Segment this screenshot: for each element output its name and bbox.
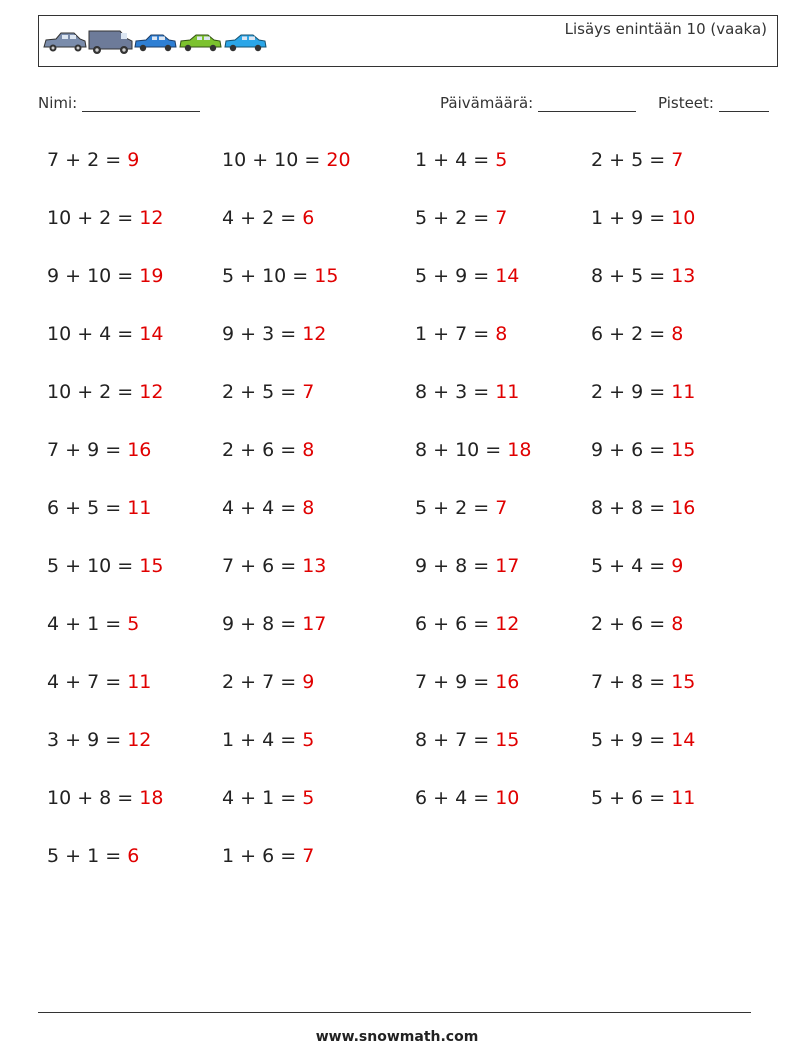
problem-answer: 20 bbox=[326, 149, 351, 171]
problem-question: 5 + 10 = bbox=[222, 265, 315, 287]
problem-question: 5 + 6 = bbox=[591, 787, 672, 809]
problem-question: 1 + 7 = bbox=[415, 323, 496, 345]
problem-item bbox=[415, 264, 519, 288]
problem-answer: 16 bbox=[127, 439, 152, 461]
problem-answer: 13 bbox=[302, 555, 327, 577]
problem-answer: 16 bbox=[495, 671, 520, 693]
problem-item bbox=[222, 148, 351, 172]
problem-item bbox=[47, 612, 139, 636]
problem-item bbox=[415, 554, 519, 578]
problem-item bbox=[222, 206, 314, 230]
problem-question: 7 + 8 = bbox=[591, 671, 672, 693]
name-blank[interactable] bbox=[82, 95, 200, 112]
problem-answer: 14 bbox=[671, 729, 696, 751]
problem-question: 8 + 3 = bbox=[415, 381, 496, 403]
problem-answer: 8 bbox=[671, 323, 684, 345]
problem-question: 10 + 4 = bbox=[47, 323, 140, 345]
problem-item bbox=[415, 380, 519, 404]
problem-question: 10 + 8 = bbox=[47, 787, 140, 809]
problem-answer: 12 bbox=[495, 613, 520, 635]
problem-item bbox=[415, 148, 507, 172]
problem-answer: 15 bbox=[314, 265, 339, 287]
problem-answer: 11 bbox=[127, 671, 152, 693]
problem-question: 6 + 6 = bbox=[415, 613, 496, 635]
problem-question: 7 + 9 = bbox=[415, 671, 496, 693]
problem-answer: 11 bbox=[127, 497, 152, 519]
problem-item bbox=[591, 554, 683, 578]
problem-question: 3 + 9 = bbox=[47, 729, 128, 751]
problem-item bbox=[591, 728, 695, 752]
problem-question: 9 + 8 = bbox=[415, 555, 496, 577]
problem-answer: 9 bbox=[127, 149, 140, 171]
problem-item bbox=[591, 380, 695, 404]
problem-answer: 12 bbox=[139, 207, 164, 229]
problem-question: 1 + 6 = bbox=[222, 845, 303, 867]
problem-answer: 17 bbox=[495, 555, 520, 577]
problem-item bbox=[591, 206, 695, 230]
problem-answer: 17 bbox=[302, 613, 327, 635]
problem-answer: 8 bbox=[671, 613, 684, 635]
problem-question: 4 + 7 = bbox=[47, 671, 128, 693]
problem-answer: 9 bbox=[302, 671, 315, 693]
date-blank[interactable] bbox=[538, 95, 636, 112]
problem-item bbox=[47, 496, 151, 520]
footer-divider bbox=[38, 1012, 751, 1013]
problem-item bbox=[591, 496, 695, 520]
problem-answer: 8 bbox=[302, 497, 315, 519]
problem-item bbox=[415, 496, 507, 520]
van-icon bbox=[89, 31, 132, 54]
problem-item bbox=[222, 438, 314, 462]
score-blank[interactable] bbox=[719, 95, 769, 112]
problem-item bbox=[222, 670, 314, 694]
problem-answer: 15 bbox=[671, 671, 696, 693]
score-field bbox=[658, 94, 769, 112]
problem-question: 10 + 10 = bbox=[222, 149, 327, 171]
problem-question: 6 + 2 = bbox=[591, 323, 672, 345]
name-label: Nimi: bbox=[38, 94, 78, 112]
problem-question: 5 + 1 = bbox=[47, 845, 128, 867]
problem-question: 1 + 4 = bbox=[222, 729, 303, 751]
problem-question: 7 + 9 = bbox=[47, 439, 128, 461]
problem-answer: 18 bbox=[139, 787, 164, 809]
problem-question: 1 + 4 = bbox=[415, 149, 496, 171]
problem-answer: 8 bbox=[495, 323, 508, 345]
problem-item bbox=[415, 322, 507, 346]
problem-item bbox=[591, 322, 683, 346]
vehicle-strip bbox=[42, 27, 272, 55]
problem-answer: 8 bbox=[302, 439, 315, 461]
problem-question: 4 + 4 = bbox=[222, 497, 303, 519]
problem-item bbox=[222, 728, 314, 752]
problem-item bbox=[47, 786, 163, 810]
problem-item bbox=[591, 612, 683, 636]
problem-question: 6 + 5 = bbox=[47, 497, 128, 519]
name-field bbox=[38, 94, 200, 112]
problem-question: 9 + 10 = bbox=[47, 265, 140, 287]
problem-question: 2 + 9 = bbox=[591, 381, 672, 403]
problem-item bbox=[591, 264, 695, 288]
problem-question: 9 + 6 = bbox=[591, 439, 672, 461]
problem-item bbox=[415, 438, 531, 462]
problem-item bbox=[415, 786, 519, 810]
problem-item bbox=[222, 612, 326, 636]
problem-question: 4 + 2 = bbox=[222, 207, 303, 229]
problem-item bbox=[591, 670, 695, 694]
problem-answer: 11 bbox=[671, 381, 696, 403]
problem-item bbox=[591, 786, 695, 810]
problem-question: 6 + 4 = bbox=[415, 787, 496, 809]
problem-question: 4 + 1 = bbox=[222, 787, 303, 809]
problem-question: 4 + 1 = bbox=[47, 613, 128, 635]
problem-question: 5 + 2 = bbox=[415, 207, 496, 229]
problem-answer: 16 bbox=[671, 497, 696, 519]
problem-question: 9 + 8 = bbox=[222, 613, 303, 635]
problem-item bbox=[222, 554, 326, 578]
car-icon bbox=[135, 35, 176, 51]
problem-answer: 9 bbox=[671, 555, 684, 577]
problem-question: 2 + 7 = bbox=[222, 671, 303, 693]
score-label: Pisteet: bbox=[658, 94, 714, 112]
problem-question: 5 + 4 = bbox=[591, 555, 672, 577]
problem-answer: 15 bbox=[495, 729, 520, 751]
problem-question: 2 + 6 = bbox=[222, 439, 303, 461]
problem-item bbox=[222, 786, 314, 810]
problem-answer: 12 bbox=[139, 381, 164, 403]
problem-item bbox=[47, 844, 139, 868]
problem-question: 10 + 2 = bbox=[47, 381, 140, 403]
problem-answer: 7 bbox=[671, 149, 684, 171]
problem-question: 7 + 2 = bbox=[47, 149, 128, 171]
problem-question: 8 + 5 = bbox=[591, 265, 672, 287]
problem-answer: 7 bbox=[495, 207, 508, 229]
problem-answer: 15 bbox=[139, 555, 164, 577]
car-icon bbox=[44, 33, 86, 52]
problem-answer: 5 bbox=[495, 149, 508, 171]
problem-answer: 18 bbox=[507, 439, 532, 461]
problem-item bbox=[415, 728, 519, 752]
car-icon bbox=[225, 35, 266, 51]
problem-answer: 11 bbox=[495, 381, 520, 403]
date-label: Päivämäärä: bbox=[440, 94, 534, 112]
problem-answer: 14 bbox=[139, 323, 164, 345]
problem-question: 8 + 7 = bbox=[415, 729, 496, 751]
problem-question: 8 + 8 = bbox=[591, 497, 672, 519]
problem-item bbox=[222, 322, 326, 346]
problem-item bbox=[47, 670, 151, 694]
problem-item bbox=[47, 554, 163, 578]
problem-item bbox=[222, 380, 314, 404]
problem-question: 2 + 5 = bbox=[222, 381, 303, 403]
problem-answer: 5 bbox=[302, 787, 315, 809]
problem-item bbox=[47, 380, 163, 404]
problem-item bbox=[222, 844, 314, 868]
problem-question: 5 + 10 = bbox=[47, 555, 140, 577]
problem-question: 2 + 6 = bbox=[591, 613, 672, 635]
problem-item bbox=[47, 264, 163, 288]
problem-answer: 5 bbox=[127, 613, 140, 635]
problem-item bbox=[591, 438, 695, 462]
problem-answer: 19 bbox=[139, 265, 164, 287]
problem-answer: 7 bbox=[495, 497, 508, 519]
problem-answer: 6 bbox=[127, 845, 140, 867]
vehicle-strip-graphic bbox=[42, 27, 272, 55]
problem-item bbox=[47, 438, 151, 462]
problem-question: 9 + 3 = bbox=[222, 323, 303, 345]
problem-question: 1 + 9 = bbox=[591, 207, 672, 229]
problem-answer: 7 bbox=[302, 381, 315, 403]
problem-answer: 5 bbox=[302, 729, 315, 751]
problem-question: 2 + 5 = bbox=[591, 149, 672, 171]
problem-item bbox=[415, 206, 507, 230]
problem-question: 7 + 6 = bbox=[222, 555, 303, 577]
problem-question: 10 + 2 = bbox=[47, 207, 140, 229]
problem-answer: 15 bbox=[671, 439, 696, 461]
problem-answer: 13 bbox=[671, 265, 696, 287]
problem-item bbox=[47, 148, 139, 172]
problem-answer: 7 bbox=[302, 845, 315, 867]
problem-item bbox=[222, 496, 314, 520]
problem-item bbox=[47, 322, 163, 346]
header-box bbox=[38, 15, 778, 67]
problem-item bbox=[222, 264, 338, 288]
problem-question: 5 + 2 = bbox=[415, 497, 496, 519]
worksheet-title: Lisäys enintään 10 (vaaka) bbox=[564, 20, 767, 38]
problem-answer: 10 bbox=[671, 207, 696, 229]
car-icon bbox=[180, 35, 221, 51]
problem-item bbox=[47, 206, 163, 230]
problem-answer: 6 bbox=[302, 207, 315, 229]
problem-question: 5 + 9 = bbox=[591, 729, 672, 751]
problem-answer: 10 bbox=[495, 787, 520, 809]
problem-item bbox=[415, 670, 519, 694]
footer-url: www.snowmath.com bbox=[315, 1029, 479, 1045]
problem-item bbox=[591, 148, 683, 172]
problem-answer: 12 bbox=[302, 323, 327, 345]
problem-question: 8 + 10 = bbox=[415, 439, 508, 461]
problem-item bbox=[47, 728, 151, 752]
date-field bbox=[440, 94, 636, 112]
problem-answer: 11 bbox=[671, 787, 696, 809]
problem-answer: 12 bbox=[127, 729, 152, 751]
problem-item bbox=[415, 612, 519, 636]
problem-question: 5 + 9 = bbox=[415, 265, 496, 287]
problem-answer: 14 bbox=[495, 265, 520, 287]
